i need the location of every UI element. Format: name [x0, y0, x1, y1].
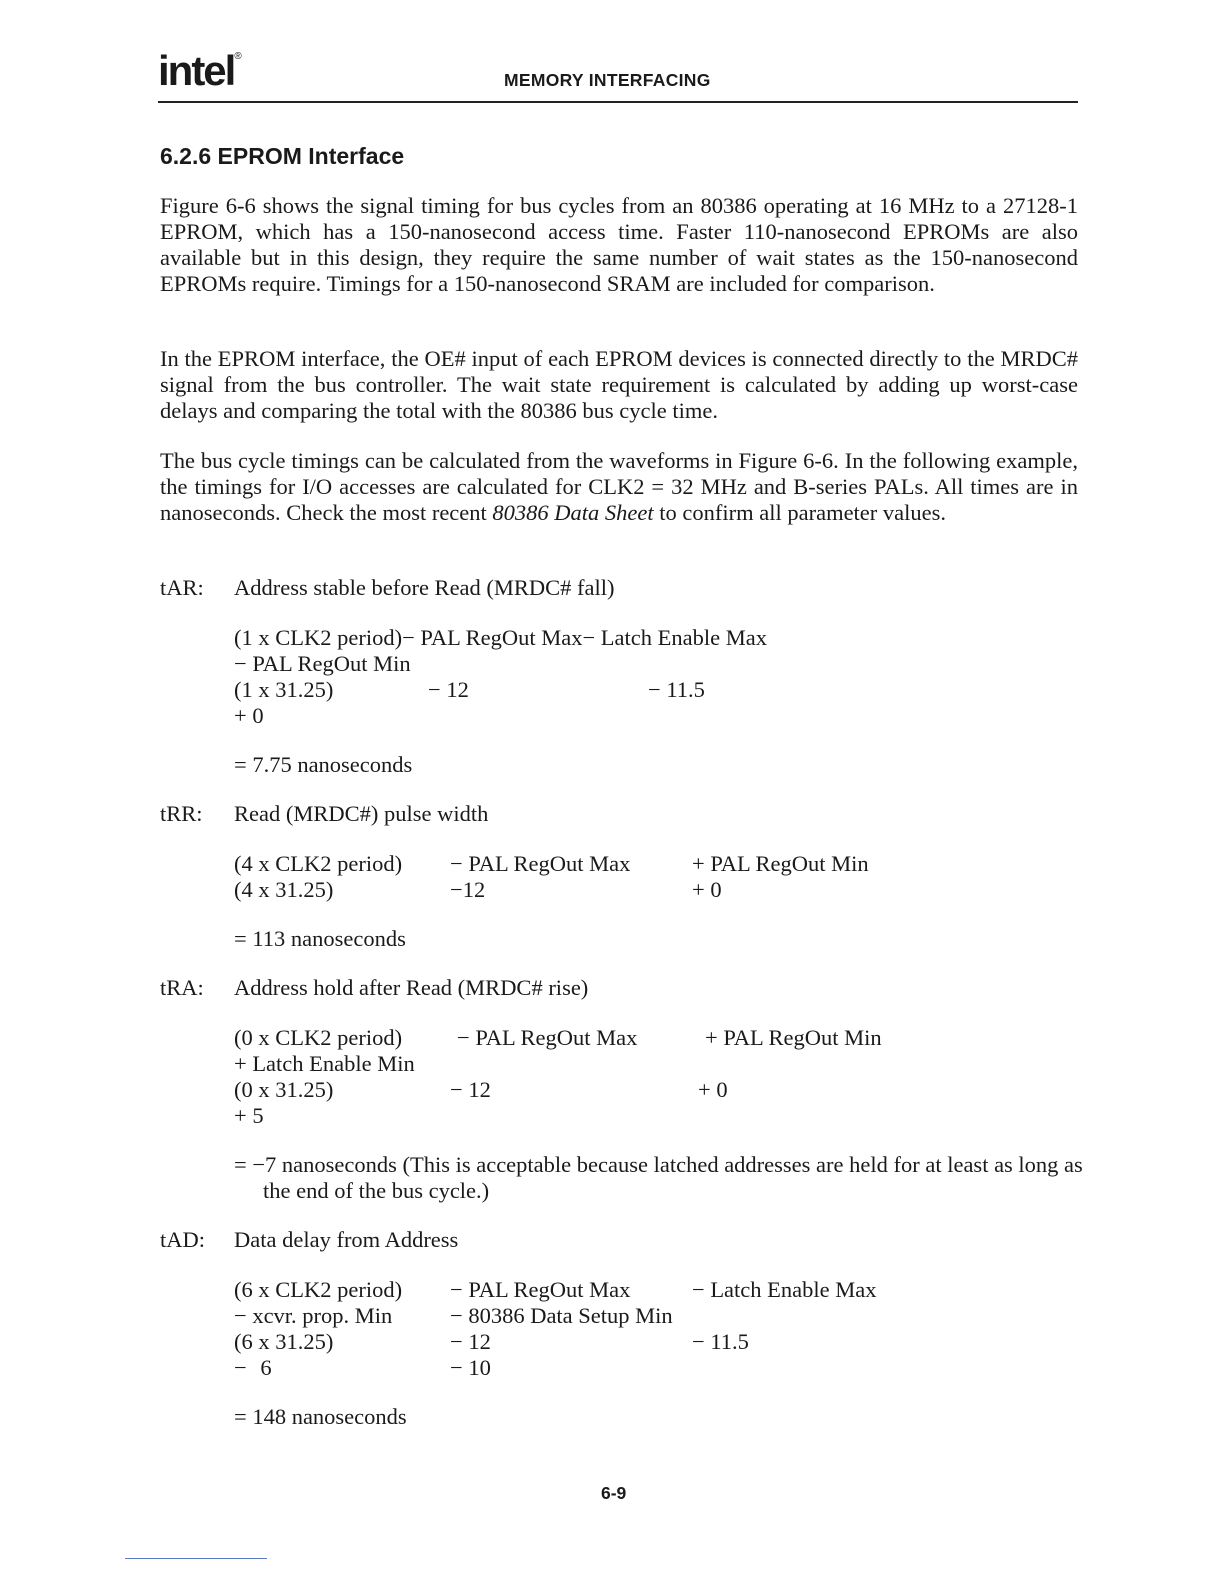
formula-value: (1 x 31.25) [234, 677, 334, 702]
timing-desc-tad: Data delay from Address [234, 1227, 459, 1252]
formula-value: − 12 [450, 1077, 491, 1102]
formula-term: − Latch Enable Max [692, 1277, 877, 1302]
formula-term: − xcvr. prop. Min [234, 1303, 393, 1328]
timing-label-tra: tRA: [160, 975, 204, 1000]
formula-line: (1 x CLK2 period)− PAL RegOut Max− Latch Enable Max [234, 625, 767, 650]
section-heading: 6.2.6 EPROM Interface [160, 143, 405, 169]
formula-line: − PAL RegOut Min [234, 651, 411, 676]
paragraph-intro: Figure 6-6 shows the signal timing for bus cycles from an 80386 operating at 16 MHz to a 27128-1 EPROM, which has a 150-nanosecond access time. Faster 110-nanosecond EPROMs are also available but in this design, they require the same number of wait states as the 150-nanosecond EPROMs require. Timings for a 150-nanosecond SRAM are included for comparison. [160, 193, 1078, 296]
formula-value: + 0 [698, 1077, 728, 1102]
formula-value: (4 x 31.25) [234, 877, 334, 902]
timing-result-tar: = 7.75 nanoseconds [234, 752, 413, 777]
registered-mark: ® [234, 51, 240, 62]
formula-term: (0 x CLK2 period) [234, 1025, 403, 1050]
formula-value: − 11.5 [648, 677, 705, 702]
formula-term: − PAL RegOut Max [457, 1025, 638, 1050]
running-header: MEMORY INTERFACING [504, 70, 711, 90]
formula-term: + PAL RegOut Min [705, 1025, 882, 1050]
timing-label-tar: tAR: [160, 575, 204, 600]
formula-term: + Latch Enable Min [234, 1051, 415, 1076]
formula-value: + 0 [234, 703, 264, 728]
formula-term: − 80386 Data Setup Min [450, 1303, 673, 1328]
formula-value: + 0 [692, 877, 722, 902]
formula-value: (0 x 31.25) [234, 1077, 334, 1102]
footer-divider [125, 1558, 267, 1559]
paragraph-timings-text-end: to confirm all parameter values. [653, 500, 947, 525]
formula-value: + 5 [234, 1103, 264, 1128]
logo-text: intel [158, 47, 235, 94]
timing-desc-trr: Read (MRDC#) pulse width [234, 801, 489, 826]
formula-value: − 12 [428, 677, 469, 702]
timing-desc-tra: Address hold after Read (MRDC# rise) [234, 975, 589, 1000]
timing-desc-tar: Address stable before Read (MRDC# fall) [234, 575, 615, 600]
formula-value: (6 x 31.25) [234, 1329, 334, 1354]
formula-value: − 11.5 [692, 1329, 749, 1354]
paragraph-interface: In the EPROM interface, the OE# input of each EPROM devices is connected directly to the MRDC# signal from the bus controller. The wait state requirement is calculated by adding up worst-case delays and comparing the total with the 80386 bus cycle time. [160, 346, 1078, 423]
paragraph-timings-text: The bus cycle timings can be calculated from the waveforms in Figure 6-6. In the following example, the timings for I/O accesses are calculated for CLK2 = 32 MHz and B-series PALs. All times are in nanoseconds. Check the most recent [160, 448, 1078, 525]
timing-result-tad: = 148 nanoseconds [234, 1404, 407, 1429]
formula-value: −12 [450, 877, 486, 902]
formula-term: (4 x CLK2 period) [234, 851, 403, 876]
header-divider [158, 101, 1078, 103]
datasheet-reference: 80386 Data Sheet [492, 500, 654, 525]
formula-term: (6 x CLK2 period) [234, 1277, 403, 1302]
timing-result-tra: = −7 nanoseconds (This is acceptable because latched addresses are held for at least as long as the end of the bus cycle.) [234, 1152, 1083, 1203]
paragraph-timings [160, 448, 1078, 526]
timing-label-tad: tAD: [160, 1227, 205, 1252]
intel-logo [158, 47, 240, 94]
formula-value: − 6 [234, 1355, 272, 1380]
formula-term: + PAL RegOut Min [692, 851, 869, 876]
formula-value: − 10 [450, 1355, 491, 1380]
timing-label-trr: tRR: [160, 801, 203, 826]
timing-result-trr: = 113 nanoseconds [234, 926, 406, 951]
page-number: 6-9 [601, 1483, 627, 1503]
formula-value: − 12 [450, 1329, 491, 1354]
formula-term: − PAL RegOut Max [450, 851, 631, 876]
formula-term: − PAL RegOut Max [450, 1277, 631, 1302]
